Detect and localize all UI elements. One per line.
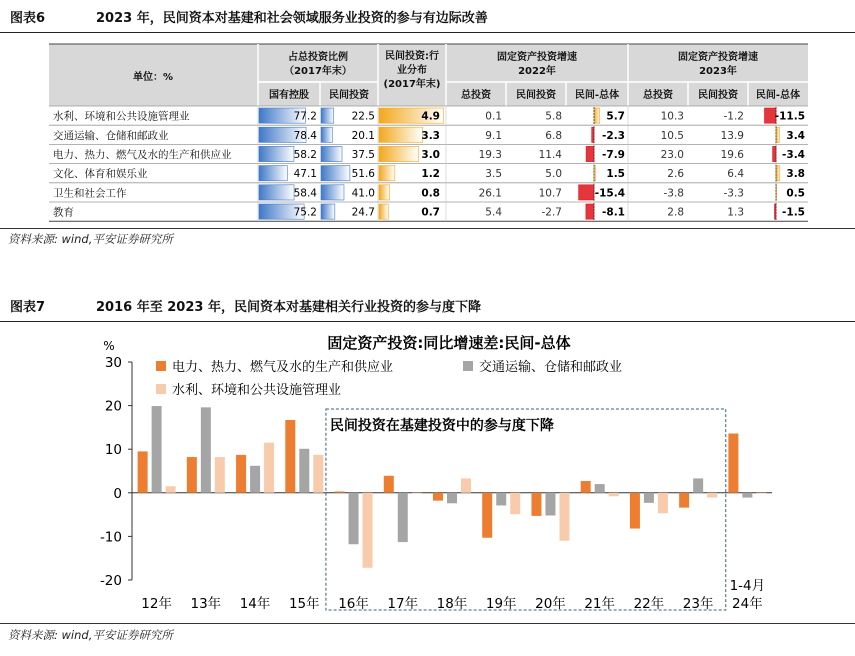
table-bar-priv (321, 146, 342, 161)
table-value-priv: 24.7 (351, 206, 375, 219)
table-bar-d22 (594, 108, 600, 123)
x-tick-label: 14年 (239, 596, 271, 612)
figure7-title (0, 297, 855, 319)
table-bar-dist (379, 204, 388, 219)
table-subheader-d23: 民间-总体 (755, 90, 801, 101)
table-value-p22: 11.4 (538, 149, 562, 161)
table-value-t23: 2.6 (667, 168, 684, 181)
table-value-priv: 37.5 (351, 149, 375, 161)
bar-1-14年 (236, 455, 246, 493)
bar-1-13年 (187, 457, 197, 493)
bar-2-23年 (693, 478, 703, 492)
figure7-source-rule (0, 623, 855, 624)
table-value-d22: 1.5 (606, 168, 625, 181)
table-value-dist: 4.9 (421, 110, 440, 123)
table-value-soe: 75.2 (293, 206, 317, 219)
bar-1-19年 (482, 493, 492, 538)
table-subheader-priv: 民间投资 (329, 90, 369, 101)
figure6-label: 图表6 (10, 11, 46, 26)
y-tick-label: -20 (99, 573, 122, 589)
table-value-d23: 3.4 (786, 129, 805, 142)
table-value-soe: 78.4 (293, 129, 317, 142)
figure6-source: 资料来源: wind,平安证券研究所 (8, 232, 173, 246)
table-value-p23: 6.4 (727, 168, 744, 181)
y-axis-label: % (103, 339, 115, 353)
legend-label-3: 水利、环境和公共设施管理业 (172, 383, 342, 398)
table-value-t23: 2.8 (667, 206, 684, 219)
table-header-share: 占总投资比例 (288, 52, 348, 63)
table-bar-priv (321, 166, 350, 181)
table-row-name: 教育 (53, 206, 74, 219)
table-value-d23: 0.5 (786, 187, 805, 200)
table-value-t22: 0.1 (485, 110, 502, 123)
table-bar-priv (321, 127, 332, 142)
table-value-t23: -3.8 (663, 187, 684, 200)
x-tick-label: 17年 (387, 596, 419, 612)
x-tick-label: 19年 (485, 596, 517, 612)
table-bar-priv (321, 204, 335, 219)
figure6-title-rule (0, 32, 855, 33)
table-value-t22: 26.1 (478, 187, 502, 200)
figure6-source-rule (0, 228, 855, 229)
figure7-label: 图表7 (10, 300, 46, 315)
figure7-chart (0, 326, 855, 622)
legend-swatch-3 (156, 384, 166, 394)
x-tick-sublabel: 1-4月 (729, 578, 766, 594)
bar-2-14年 (250, 466, 260, 493)
legend-label-1: 电力、热力、燃气及水的生产和供应业 (172, 360, 394, 375)
figure7-source: 资料来源: wind,平安证券研究所 (8, 628, 173, 642)
figure6-title-text: 2023 年，民间资本对基建和社会领域服务业投资的参与有边际改善 (96, 11, 488, 26)
legend-swatch-1 (156, 361, 166, 371)
y-tick-label: 20 (104, 398, 122, 415)
bar-3-16年 (363, 493, 373, 568)
table-row-name: 电力、热力、燃气及水的生产和供应业 (53, 149, 232, 161)
figure6-table (0, 36, 855, 228)
table-value-p22: 5.8 (545, 110, 562, 123)
x-tick-label: 16年 (338, 596, 369, 612)
bar-2-13年 (201, 407, 211, 492)
table-row-name: 文化、体育和娱乐业 (53, 168, 148, 181)
table-value-dist: 0.7 (421, 206, 440, 219)
table-subheader-d22: 民间-总体 (574, 90, 620, 101)
bar-3-23年 (707, 493, 717, 498)
table-value-t22: 3.5 (485, 168, 502, 181)
bar-2-21年 (595, 484, 605, 493)
bar-2-12年 (152, 406, 162, 493)
table-bar-d22 (586, 146, 594, 161)
table-bar-dist (379, 166, 395, 181)
x-tick-label: 22年 (633, 596, 665, 612)
y-tick-label: 10 (104, 442, 122, 459)
table-bar-d22 (586, 204, 594, 219)
bar-1-17年 (384, 476, 394, 493)
bar-2-16年 (349, 493, 359, 544)
figure6-title (0, 8, 855, 30)
bar-1-22年 (630, 493, 640, 529)
table-value-priv: 22.5 (351, 110, 375, 123)
table-subheader-t22: 总投资 (461, 90, 491, 101)
bar-3-17年 (412, 493, 422, 494)
table-row-name: 交通运输、仓储和邮政业 (53, 129, 169, 142)
x-tick-label: 24年 (732, 596, 763, 612)
table-bar-soe (259, 185, 294, 200)
table-bar-d23 (773, 146, 776, 161)
table-value-p23: 13.9 (720, 129, 744, 142)
table-value-soe: 47.1 (293, 168, 317, 181)
table-value-soe: 77.2 (293, 110, 317, 123)
bar-1-15年 (285, 420, 295, 493)
table-value-d22: -7.9 (602, 149, 625, 161)
bar-1-24年 (728, 434, 738, 493)
bar-3-22年 (658, 493, 668, 513)
x-tick-label: 20年 (535, 596, 566, 612)
bar-3-13年 (215, 457, 225, 493)
table-value-d23: -3.4 (782, 149, 805, 161)
table-row-name: 水利、环境和公共设施管理业 (53, 110, 190, 123)
table-header-dist: 业分布 (397, 65, 427, 76)
table-value-t22: 5.4 (485, 206, 502, 219)
table-value-priv: 41.0 (351, 187, 375, 200)
x-tick-label: 12年 (141, 596, 172, 612)
table-value-dist: 1.2 (421, 168, 440, 181)
table-value-soe: 58.2 (293, 149, 317, 161)
table-bar-dist (379, 185, 390, 200)
bar-3-19年 (510, 493, 520, 514)
table-value-p22: -2.7 (541, 206, 562, 219)
table-value-p23: -1.2 (723, 110, 744, 123)
table-bar-soe (259, 166, 287, 181)
bar-1-21年 (581, 481, 591, 493)
bar-3-15年 (313, 455, 323, 493)
bar-1-23年 (679, 493, 689, 508)
table-subheader-p23: 民间投资 (698, 90, 738, 101)
bar-2-15年 (299, 449, 309, 493)
x-tick-label: 13年 (190, 596, 222, 612)
table-value-priv: 20.1 (351, 129, 375, 142)
table-value-d23: 3.8 (786, 168, 805, 181)
table-value-p23: 1.3 (727, 206, 744, 219)
table-value-d22: -8.1 (602, 206, 625, 219)
bar-2-17年 (398, 493, 408, 542)
table-value-dist: 3.0 (421, 149, 440, 161)
annotation-text: 民间投资在基建投资中的参与度下降 (329, 418, 554, 434)
table-value-dist: 3.3 (421, 129, 440, 142)
table-value-t22: 19.3 (478, 149, 502, 161)
chart-title: 固定资产投资:同比增速差:民间-总体 (327, 334, 571, 352)
bar-2-20年 (545, 493, 555, 516)
legend-swatch-2 (463, 361, 473, 371)
x-tick-label: 21年 (584, 596, 616, 612)
x-tick-label: 18年 (436, 596, 468, 612)
table-value-d22: -15.4 (594, 187, 625, 200)
figure7-title-text: 2016 年至 2023 年，民间资本对基建相关行业投资的参与度下降 (96, 300, 481, 315)
bar-2-19年 (496, 493, 506, 506)
table-header-g2023: 固定资产投资增速 (678, 52, 758, 63)
table-unit-label: 单位：% (132, 72, 174, 83)
bar-1-18年 (433, 493, 443, 501)
table-value-t23: 23.0 (660, 149, 684, 161)
y-tick-label: 30 (104, 355, 122, 371)
table-value-t23: 10.5 (660, 129, 684, 142)
table-value-d22: -2.3 (602, 129, 625, 142)
table-value-d22: 5.7 (606, 110, 625, 123)
bar-3-12年 (166, 486, 176, 493)
table-header-g2022: 2022年 (518, 66, 556, 77)
table-header-g2023: 2023年 (699, 66, 737, 77)
table-bar-d23 (776, 166, 780, 181)
table-value-p22: 6.8 (545, 129, 562, 142)
bar-2-18年 (447, 493, 457, 503)
table-subheader-t23: 总投资 (643, 90, 673, 101)
table-value-p22: 5.0 (545, 168, 562, 181)
bar-1-16年 (335, 491, 345, 492)
bar-1-20年 (531, 493, 541, 516)
table-value-t23: 10.3 (660, 110, 684, 123)
bar-1-12年 (138, 451, 148, 492)
y-tick-label: -10 (99, 529, 122, 546)
table-bar-priv (321, 185, 344, 200)
table-header-dist: 民间投资:行 (385, 51, 439, 62)
table-value-p23: 19.6 (720, 149, 744, 161)
table-header-g2022: 固定资产投资增速 (497, 52, 577, 63)
figure7-title-rule (0, 321, 855, 322)
table-row-name: 卫生和社会工作 (53, 187, 127, 200)
bar-3-14年 (264, 443, 274, 493)
table-bar-soe (259, 146, 294, 161)
table-value-d23: -11.5 (774, 110, 805, 123)
table-bar-d23 (776, 127, 779, 142)
table-header-dist: (2017年末) (383, 79, 441, 90)
legend-label-2: 交通运输、仓储和邮政业 (479, 360, 623, 375)
table-bar-priv (321, 108, 334, 123)
bar-3-24年 (756, 493, 766, 494)
x-tick-label: 15年 (288, 596, 320, 612)
table-value-p22: 10.7 (538, 187, 562, 200)
y-tick-label: 0 (113, 485, 122, 502)
table-subheader-soe: 国有控股 (269, 90, 309, 101)
table-value-dist: 0.8 (421, 187, 440, 200)
table-value-soe: 58.4 (293, 187, 317, 200)
table-value-p23: -3.3 (723, 187, 744, 200)
table-subheader-p22: 民间投资 (516, 90, 556, 101)
table-header-share: （2017年末） (284, 66, 352, 77)
table-value-t22: 9.1 (485, 129, 502, 142)
table-bar-dist (379, 146, 419, 161)
bar-2-22年 (644, 493, 654, 503)
table-bar-dist (379, 127, 423, 142)
bar-3-18年 (461, 478, 471, 492)
bar-3-20年 (559, 493, 569, 541)
table-value-d23: -1.5 (782, 206, 805, 219)
bar-2-24年 (742, 493, 752, 498)
table-bar-d22 (579, 185, 594, 200)
x-tick-label: 23年 (682, 596, 714, 612)
bar-3-21年 (609, 493, 619, 496)
table-value-priv: 51.6 (351, 168, 375, 181)
